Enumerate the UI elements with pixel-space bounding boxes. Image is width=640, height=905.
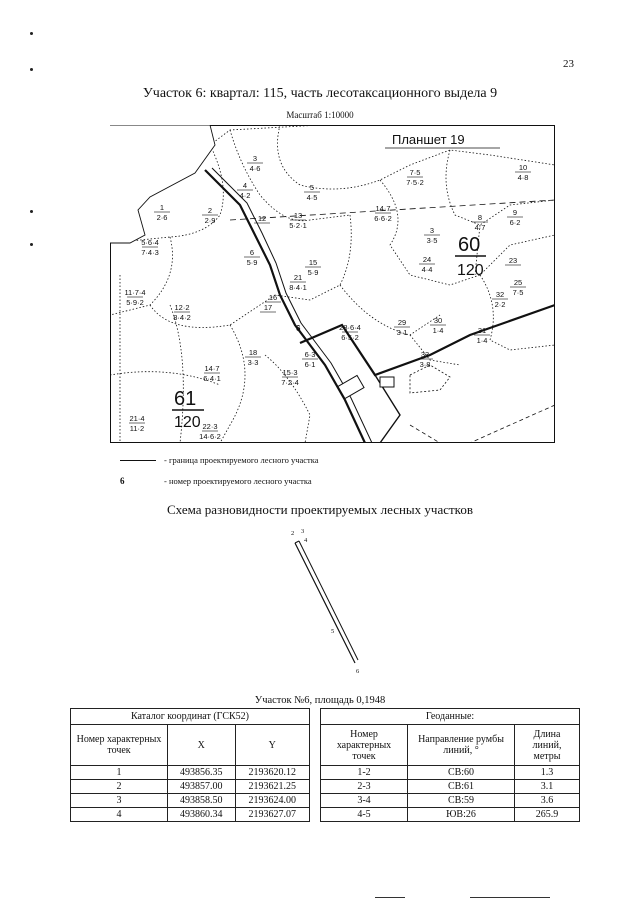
coord-cell: 4 [71,808,168,822]
parcel-value: 3·5 [426,236,438,245]
parcel-number: 15 [308,258,318,267]
coord-row [71,808,310,822]
coord-cell: 2193621.25 [235,780,309,794]
parcel-value: 5·9 [307,268,319,277]
scheme-point-5: 5 [331,628,335,635]
coord-cell: 493856.35 [168,766,236,780]
quarter-60-number: 60 [458,234,481,256]
parcel-number: 12·2 [174,303,190,312]
parcel-value: 11·2 [129,424,145,433]
parcel-value: 1·4 [432,326,444,335]
parcel-number: 1 [159,203,165,212]
geo-cell: 3-4 [321,794,408,808]
parcel-number: 29 [397,318,407,327]
parcel-number: 10 [518,163,528,172]
header-line-points: Номер характерных точек [321,725,408,766]
scheme-point-3: 3 [301,528,305,535]
geo-row [321,780,580,794]
header-point-number: Номер характерных точек [71,725,168,766]
legend-number-symbol: 6 [120,476,125,486]
scheme-point-4: 4 [304,537,308,544]
scale-label: Масштаб 1:10000 [286,110,354,120]
parcel-value: 2·9 [204,216,216,225]
parcel-number: 3 [429,226,435,235]
parcel-value: 7·2·4 [281,378,299,387]
parcel-number: 32 [495,290,505,299]
geo-cell: 265.9 [515,808,580,822]
parcel-value: 3·3 [247,358,259,367]
plot-marker: 6 [296,324,301,333]
coord-row [71,780,310,794]
parcel-number: 17 [263,303,273,312]
legend-line-symbol [120,460,156,461]
parcel-value: 6·2 [509,218,521,227]
parcel-number: 25 [513,278,523,287]
parcel-number: 24 [422,255,432,264]
parcel-number: 18 [248,348,258,357]
parcel-number: 14·7 [375,204,391,213]
parcel-number: 6·3 [304,350,316,359]
plot-title: Участок №6, площадь 0,1948 [254,695,386,706]
geo-cell: СВ:61 [408,780,515,794]
parcel-number: 4 [242,181,248,190]
parcel-value: 14·6·2 [199,432,221,441]
margin-dot [30,210,33,213]
sheet-label: Планшет 19 [392,132,465,147]
parcel-value: 7·4·3 [141,248,159,257]
coord-cell: 1 [71,766,168,780]
scheme-point-2: 2 [291,530,295,537]
parcel-number: 7·5 [409,168,421,177]
parcel-number: 5 [309,183,315,192]
parcel-value: 3·1 [396,328,408,337]
parcel-number: 31 [477,326,487,335]
parcel-number: 9 [512,208,518,217]
parcel-value: 7·5 [512,288,524,297]
geo-cell: 3.1 [515,780,580,794]
coord-cell: 2193627.07 [235,808,309,822]
geo-cell: 2-3 [321,780,408,794]
page-number: 23 [563,58,574,70]
geo-row [321,794,580,808]
parcel-value: 4·8 [517,173,529,182]
parcel-value: 4·6 [249,164,261,173]
margin-dot [30,243,33,246]
footer-line [375,897,405,898]
parcel-number: 15·3 [282,368,298,377]
parcel-value: 3·8 [419,360,431,369]
parcel-value: 2·2 [494,300,506,309]
parcel-number: 8 [477,213,483,222]
header-x: X [168,725,236,766]
forest-map [110,125,555,443]
parcel-number: 5·6·4 [141,238,159,247]
coordinates-caption: Каталог координат (ГСК52) [71,709,310,725]
parcel-value: 5·9·2 [126,298,144,307]
scheme-point-6: 6 [356,668,360,675]
legend-number-text: - номер проектируемого лесного участка [164,476,312,486]
coord-cell: 2193624.00 [235,794,309,808]
parcel-value: 4·2 [239,191,251,200]
geo-cell: 1.3 [515,766,580,780]
coord-cell: 2193620.12 [235,766,309,780]
legend-boundary-text: - граница проектируемого лесного участка [164,455,319,465]
legend-number [120,476,312,486]
parcel-value: 6·6·2 [374,214,392,223]
parcel-number: 28·6·4 [339,323,361,332]
geo-cell: ЮВ:26 [408,808,515,822]
coord-row [71,794,310,808]
geo-row [321,808,580,822]
parcel-value: 8·4·1 [289,283,307,292]
margin-dot [30,68,33,71]
plot-scheme [280,525,370,685]
geodata-table [320,708,580,822]
header-length: Длина линий, метры [515,725,580,766]
parcel-number: 6 [249,248,255,257]
parcel-value: 8·4·2 [173,313,191,322]
geo-cell: СВ:59 [408,794,515,808]
parcel-value: 4·4 [421,265,433,274]
geo-cell: 4-5 [321,808,408,822]
header-y: Y [235,725,309,766]
coordinates-table [70,708,310,822]
parcel-number: 13 [293,211,303,220]
parcel-value: 2·6 [156,213,168,222]
parcel-number: 23 [508,256,518,265]
quarter-61-area: 120 [174,414,201,431]
parcel-number: 14·7 [204,364,220,373]
parcel-value: 6·5·2 [341,333,359,342]
parcel-number: 3 [252,154,258,163]
quarter-61-number: 61 [174,388,197,410]
parcel-value: 4·5 [306,193,318,202]
parcel-value: 5·2·1 [289,221,307,230]
parcel-value: 5·9 [246,258,258,267]
geo-cell: 1-2 [321,766,408,780]
geo-row [321,766,580,780]
margin-dot [30,32,33,35]
parcel-number: 11·7·4 [124,288,146,297]
parcel-value: 1·4 [476,336,488,345]
geo-cell: СВ:60 [408,766,515,780]
coord-cell: 493858.50 [168,794,236,808]
coord-cell: 493860.34 [168,808,236,822]
coord-cell: 493857.00 [168,780,236,794]
parcel-number: 33 [420,350,430,359]
header-direction: Направление румбы линий, ° [408,725,515,766]
parcel-value: 6·4·1 [203,374,221,383]
parcel-number: 2 [207,206,213,215]
footer-line [470,897,550,898]
page-title: Участок 6: квартал: 115, часть лесотаксационного выдела 9 [142,86,498,101]
parcel-number: 12 [257,214,267,223]
parcel-number: 21 [293,273,303,282]
parcel-number: 22·3 [202,422,218,431]
parcel-number: 16 [268,293,278,302]
parcel-number: 30 [433,316,443,325]
coord-cell: 3 [71,794,168,808]
scheme-title: Схема разновидности проектируемых лесных участков [167,502,473,517]
coord-row [71,766,310,780]
geo-cell: 3.6 [515,794,580,808]
parcel-value: 4·7 [474,223,486,232]
coord-cell: 2 [71,780,168,794]
parcel-number: 21·4 [129,414,145,423]
parcel-value: 7·5·2 [406,178,424,187]
parcel-value: 6·1 [304,360,316,369]
quarter-60-area: 120 [457,262,484,279]
geodata-caption: Геоданные: [321,709,580,725]
legend-boundary [120,455,319,465]
